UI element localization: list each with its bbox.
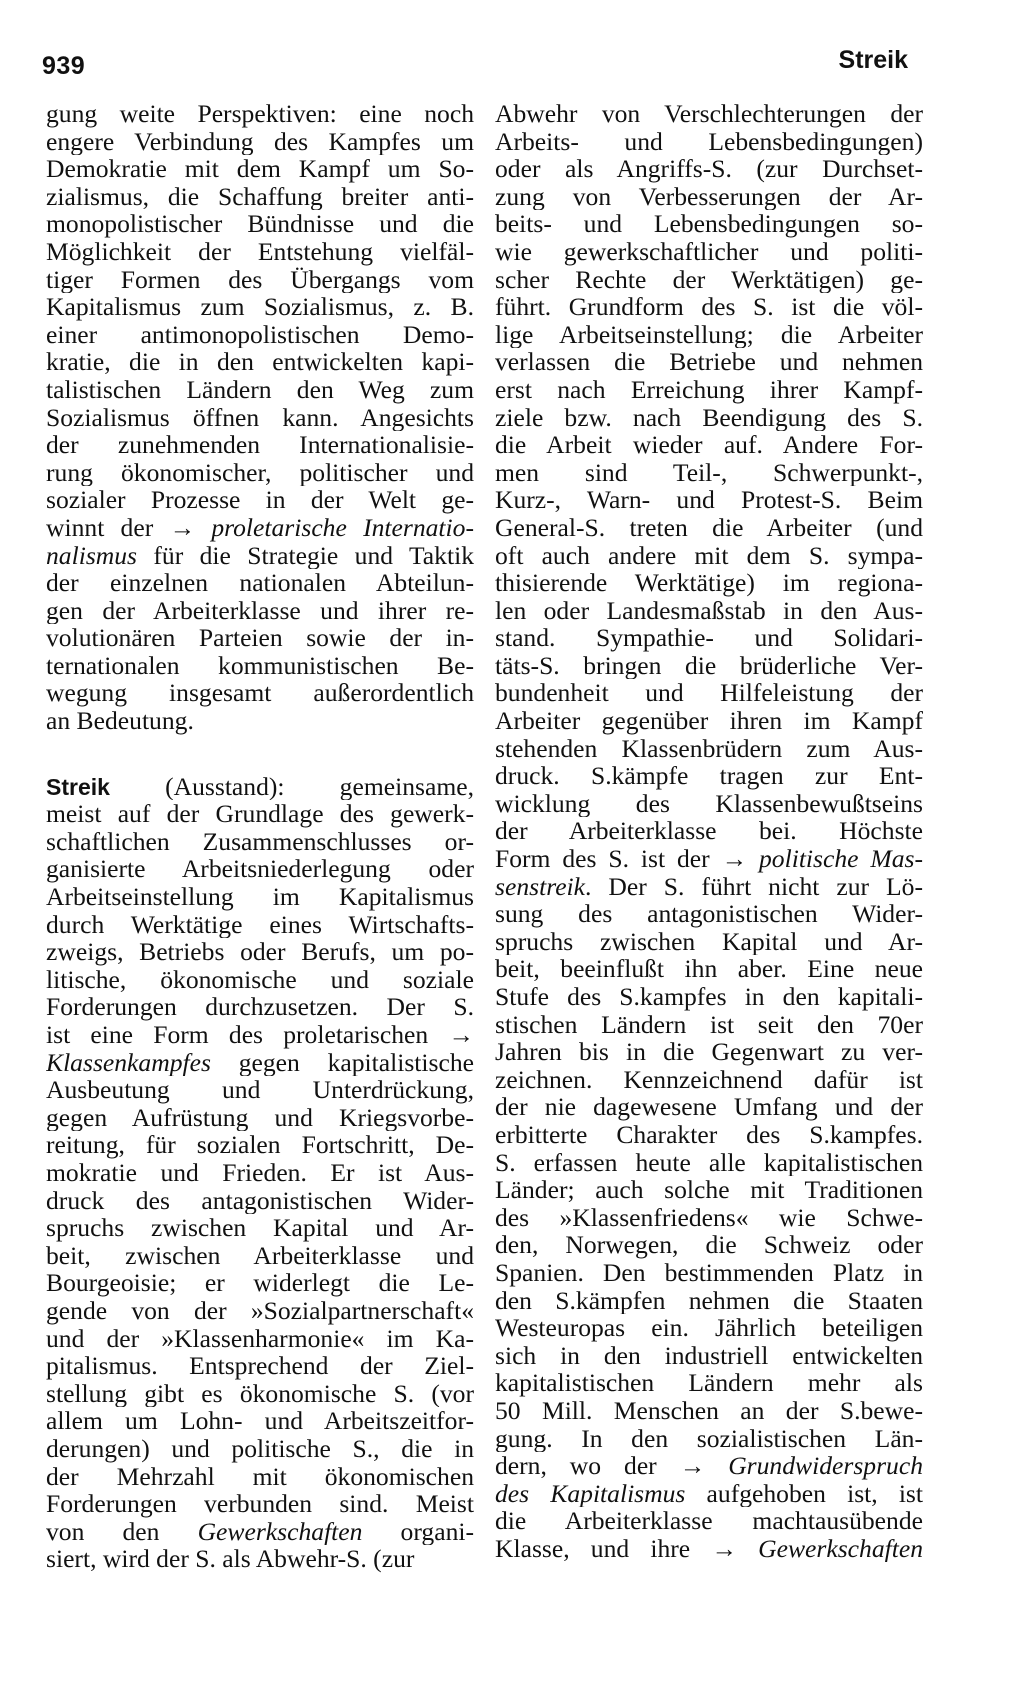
text-line: Länder; auch solche mit Traditionen — [495, 1176, 923, 1204]
text-line: kratie, die in den entwickelten kapi- — [46, 348, 474, 376]
text-line: Demokratie mit dem Kampf um So- — [46, 155, 474, 183]
text-line: sung des antagonistischen Wider- — [495, 900, 923, 928]
text-line: len oder Landesmaßstab in den Aus- — [495, 596, 923, 625]
text-line: von den Gewerkschaften organi- — [46, 1517, 474, 1546]
text-line: zeichnen. Kennzeichnend dafür ist — [495, 1065, 923, 1094]
text-line: talistischen Ländern den Weg zum — [46, 375, 474, 404]
text-line: 50 Mill. Menschen an der S.bewe- — [495, 1396, 923, 1425]
cross-reference-term: politische Mas- — [759, 845, 923, 873]
cross-reference-term: Klassenkampfes — [46, 1048, 211, 1077]
text-line: kapitalistischen Ländern mehr als — [495, 1369, 923, 1397]
text-line: an Bedeutung. — [46, 707, 194, 735]
text-line: druck des antagonistischen Wider- — [46, 1186, 474, 1215]
text-line: der Mehrzahl mit ökonomischen — [46, 1462, 474, 1491]
text-line: tiger Formen des Übergangs vom — [46, 265, 474, 294]
cross-reference-term: Gewerkschaften — [758, 1534, 923, 1563]
text-line: führt. Grundform des S. ist die völ- — [495, 293, 923, 321]
cross-reference-term: Gewerkschaften — [197, 1517, 363, 1546]
text-line: beit, zwischen Arbeiterklasse und — [46, 1241, 474, 1270]
text-line: allem um Lohn- und Arbeitszeitfor- — [46, 1407, 474, 1435]
text-line: litische, ökonomische und soziale — [46, 965, 474, 994]
text-line: Jahren bis in die Gegenwart zu ver- — [495, 1038, 923, 1066]
text-line: gegen Aufrüstung und Kriegsvorbe- — [46, 1103, 474, 1132]
text-line: den S.kämpfen nehmen die Staaten — [495, 1286, 923, 1315]
text-line: ternationalen kommunistischen Be- — [46, 651, 474, 680]
text-line: winnt der → proletarische Internatio- — [46, 513, 474, 542]
text-line: gung weite Perspektiven: eine noch — [46, 100, 474, 128]
text-line: thisierende Werktätige) im regiona- — [495, 569, 923, 597]
text-line: rung ökonomischer, politischer und — [46, 458, 474, 487]
text-line: ist eine Form des proletarischen → — [46, 1021, 474, 1049]
text-line: nalismus für die Strategie und Taktik — [46, 541, 474, 570]
text-line: stellung gibt es ökonomische S. (vor — [46, 1379, 474, 1408]
text-line: Forderungen durchzusetzen. Der S. — [46, 993, 474, 1021]
text-line: täts-S. bringen die brüderliche Ver- — [495, 651, 923, 680]
text-line: General-S. treten die Arbeiter (und — [495, 513, 923, 542]
text-line: meist auf der Grundlage des gewerk- — [46, 800, 474, 828]
text-line: stischen Ländern ist seit den 70er — [495, 1010, 923, 1039]
text-line: engere Verbindung des Kampfes um — [46, 127, 474, 156]
running-head: Streik — [838, 46, 908, 74]
text-line: zung von Verbesserungen der Ar- — [495, 182, 923, 211]
text-line: schaftlichen Zusammenschlusses or- — [46, 827, 474, 856]
text-line: wicklung des Klassenbewußtseins — [495, 789, 923, 818]
text-line: beit, beeinflußt ihn aber. Eine neue — [495, 955, 923, 983]
text-line: bundenheit und Hilfeleistung der — [495, 679, 923, 708]
text-line: druck. S.kämpfe tragen zur Ent- — [495, 762, 923, 790]
text-line: ganisierte Arbeitsniederlegung oder — [46, 855, 474, 884]
text-line: Form des S. ist der → politische Mas- — [495, 845, 923, 873]
text-line: Stufe des S.kampfes in den kapitali- — [495, 983, 923, 1011]
text-line: der Arbeiterklasse bei. Höchste — [495, 817, 923, 846]
left-column — [46, 100, 474, 1573]
text-line: senstreik. Der S. führt nicht zur Lö- — [495, 872, 923, 901]
cross-reference-term: proletarische Internatio- — [211, 513, 474, 542]
text-line: erbitterte Charakter des S.kampfes. — [495, 1120, 923, 1149]
text-line: dern, wo der → Grundwiderspruch — [495, 1452, 923, 1480]
text-line: oder als Angriffs-S. (zur Durchset- — [495, 155, 923, 183]
text-line: die Arbeiterklasse machtausübende — [495, 1507, 923, 1535]
text-line: gen der Arbeiterklasse und ihrer re- — [46, 596, 474, 625]
cross-reference-term: des Kapitalismus — [495, 1479, 686, 1508]
text-line: Westeuropas ein. Jährlich beteiligen — [495, 1314, 923, 1342]
text-line: der nie dagewesene Umfang und der — [495, 1093, 923, 1121]
paragraph-gap — [46, 735, 474, 773]
text-line: sozialer Prozesse in der Welt ge- — [46, 486, 474, 514]
text-line: S. erfassen heute alle kapitalistischen — [495, 1148, 923, 1177]
text-line: gung. In den sozialistischen Län- — [495, 1424, 923, 1453]
text-line: Abwehr von Verschlechterungen der — [495, 100, 923, 128]
text-line: Arbeits- und Lebensbedingungen) — [495, 127, 923, 156]
text-line: Klasse, und ihre → Gewerkschaften — [495, 1534, 923, 1563]
text-line: Sozialismus öffnen kann. Angesichts — [46, 403, 474, 432]
text-line: den, Norwegen, die Schweiz oder — [495, 1231, 923, 1259]
text-line: pitalismus. Entsprechend der Ziel- — [46, 1352, 474, 1380]
text-line: stehenden Klassenbrüdern zum Aus- — [495, 734, 923, 763]
text-line: Ausbeutung und Unterdrückung, — [46, 1076, 474, 1104]
text-line: gende von der »Sozialpartnerschaft« — [46, 1296, 474, 1325]
text-line: stand. Sympathie- und Solidari- — [495, 624, 923, 652]
text-line: sich in den industriell entwickelten — [495, 1341, 923, 1370]
text-line: derungen) und politische S., die in — [46, 1434, 474, 1463]
text-line: scher Rechte der Werktätigen) ge- — [495, 265, 923, 294]
text-line: die Arbeit wieder auf. Andere For- — [495, 431, 923, 459]
text-line: spruchs zwischen Kapital und Ar- — [495, 927, 923, 956]
text-line: oft auch andere mit dem S. sympa- — [495, 541, 923, 570]
text-line: Möglichkeit der Entstehung vielfäl- — [46, 237, 474, 266]
text-line: reitung, für sozialen Fortschritt, De- — [46, 1131, 474, 1159]
entry-headword: Streik — [46, 773, 110, 800]
text-line: ziele bzw. nach Beendigung des S. — [495, 403, 923, 432]
text-line: Streik (Ausstand): gemeinsame, — [46, 772, 474, 801]
text-line: mokratie und Frieden. Er ist Aus- — [46, 1158, 474, 1187]
right-column — [495, 100, 923, 1562]
text-line: erst nach Erreichung ihrer Kampf- — [495, 375, 923, 404]
text-line: beits- und Lebensbedingungen so- — [495, 210, 923, 238]
text-line: verlassen die Betriebe und nehmen — [495, 348, 923, 376]
text-line: Arbeiter gegenüber ihren im Kampf — [495, 707, 923, 735]
text-line: wie gewerkschaftlicher und politi- — [495, 237, 923, 266]
text-line: monopolistischer Bündnisse und die — [46, 210, 474, 238]
text-line: des Kapitalismus aufgehoben ist, ist — [495, 1479, 923, 1508]
text-line: spruchs zwischen Kapital und Ar- — [46, 1214, 474, 1242]
text-line: und der »Klassenharmonie« im Ka- — [46, 1324, 474, 1353]
text-line: Forderungen verbunden sind. Meist — [46, 1490, 474, 1518]
text-line: der zunehmenden Internationalisie- — [46, 431, 474, 459]
text-line: einer antimonopolistischen Demo- — [46, 320, 474, 349]
text-line: zweigs, Betriebs oder Berufs, um po- — [46, 938, 474, 966]
text-line: siert, wird der S. als Abwehr-S. (zur — [46, 1545, 415, 1573]
text-line: volutionären Parteien sowie der in- — [46, 624, 474, 652]
text-line: Klassenkampfes gegen kapitalistische — [46, 1048, 474, 1077]
page-number: 939 — [42, 52, 86, 80]
text-line: men sind Teil-, Schwerpunkt-, — [495, 458, 923, 487]
cross-reference-term: nalismus — [46, 541, 138, 570]
text-line: des »Klassenfriedens« wie Schwe- — [495, 1203, 923, 1232]
text-line: Spanien. Den bestimmenden Platz in — [495, 1258, 923, 1287]
cross-reference-term: Grundwiderspruch — [728, 1452, 923, 1480]
cross-reference-term: senstreik — [495, 872, 586, 901]
text-line: Kapitalismus zum Sozialismus, z. B. — [46, 293, 474, 321]
text-line: zialismus, die Schaffung breiter anti- — [46, 182, 474, 211]
text-line: wegung insgesamt außerordentlich — [46, 679, 474, 708]
text-line: Kurz-, Warn- und Protest-S. Beim — [495, 486, 923, 514]
text-line: Bourgeoisie; er widerlegt die Le- — [46, 1269, 474, 1297]
text-line: durch Werktätige eines Wirtschafts- — [46, 910, 474, 939]
text-line: Arbeitseinstellung im Kapitalismus — [46, 883, 474, 911]
text-line: lige Arbeitseinstellung; die Arbeiter — [495, 320, 923, 349]
text-line: der einzelnen nationalen Abteilun- — [46, 569, 474, 597]
